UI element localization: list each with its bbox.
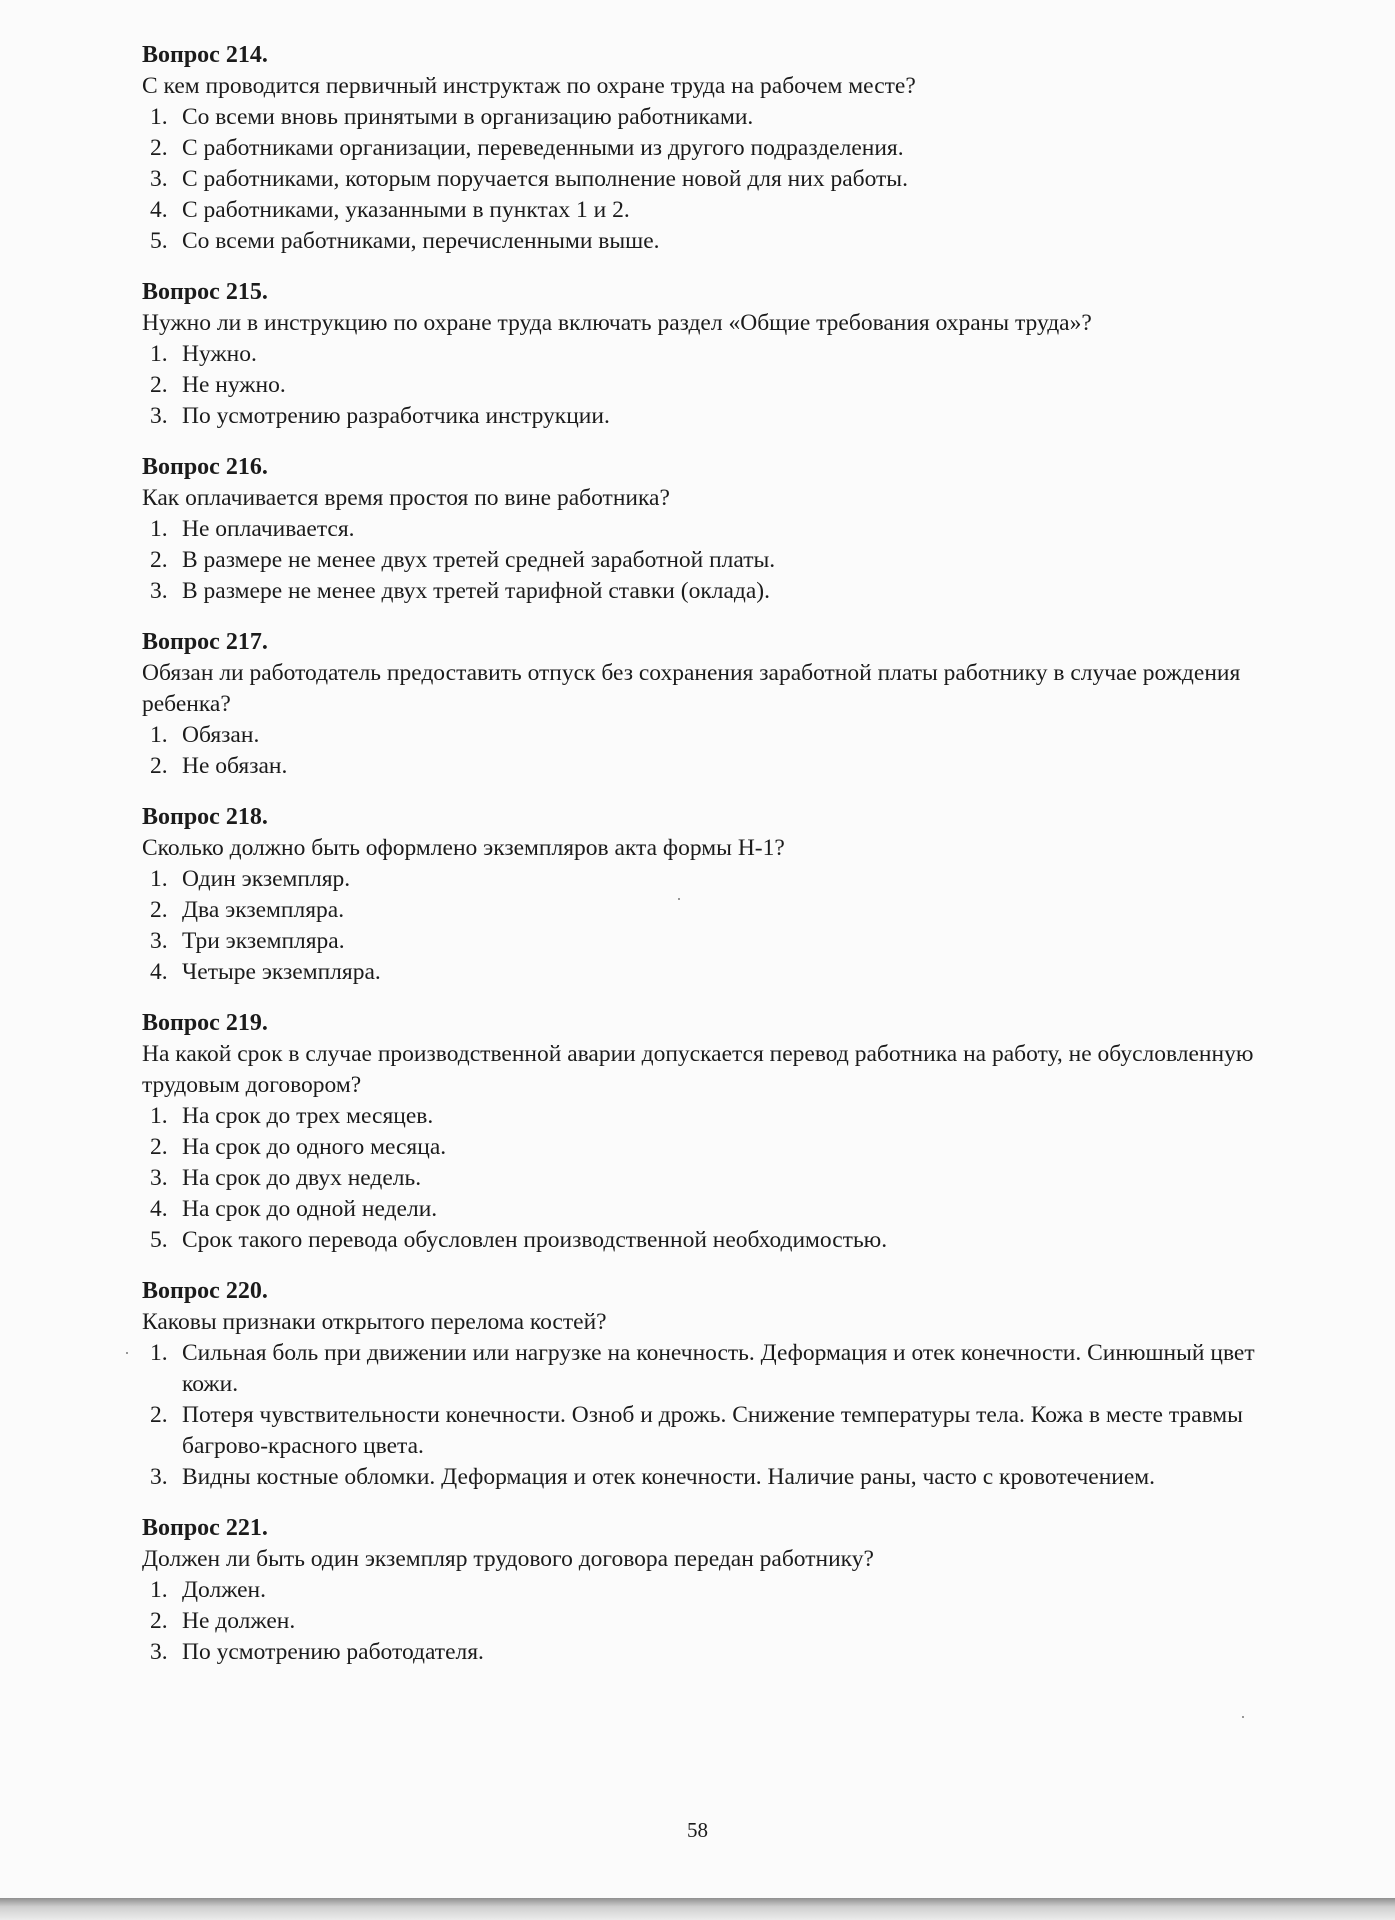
question-text: Каковы признаки открытого перелома костей? (142, 1309, 607, 1335)
question-title: Вопрос 220. (142, 1278, 268, 1304)
answer-item (142, 576, 1262, 607)
question-title: Вопрос 219. (142, 1010, 268, 1036)
answer-text: Один экземпляр. (182, 866, 351, 892)
answer-number: 2. (150, 135, 168, 161)
question-title: Вопрос 216. (142, 454, 268, 480)
answer-text: На срок до трех месяцев. (182, 1103, 434, 1129)
answer-text: Не нужно. (182, 372, 286, 398)
answer-text: Нужно. (182, 341, 257, 367)
answer-number: 5. (150, 1227, 168, 1253)
answer-text: Сильная боль при движении или нагрузке на конечность. Деформация и отек конечности. Синюшный цвет кожи. (182, 1340, 1255, 1397)
answer-item (142, 1338, 1262, 1400)
question-block (142, 1276, 1262, 1493)
question-list (142, 40, 1262, 1688)
answer-item (142, 102, 1262, 133)
answer-item (142, 1462, 1262, 1493)
answer-text: Не оплачивается. (182, 516, 355, 542)
answer-item (142, 720, 1262, 751)
answer-number: 2. (150, 1608, 168, 1634)
answer-number: 4. (150, 197, 168, 223)
answer-text: Два экземпляра. (182, 897, 345, 923)
answer-text: С работниками, указанными в пунктах 1 и 2. (182, 197, 630, 223)
question-block (142, 452, 1262, 607)
question-title: Вопрос 218. (142, 804, 268, 830)
question-block (142, 1008, 1262, 1256)
answer-number: 3. (150, 1639, 168, 1665)
answer-text: На срок до одного месяца. (182, 1134, 447, 1160)
answer-number: 4. (150, 959, 168, 985)
question-text: Обязан ли работодатель предоставить отпуск без сохранения заработной платы работнику в случае рождения ребенка? (142, 660, 1241, 717)
answer-text: Не должен. (182, 1608, 296, 1634)
answer-list (142, 102, 1262, 257)
answer-number: 3. (150, 403, 168, 429)
answer-text: Срок такого перевода обусловлен производственной необходимостью. (182, 1227, 888, 1253)
question-block (142, 627, 1262, 782)
scan-speck (678, 898, 680, 900)
question-title: Вопрос 215. (142, 279, 268, 305)
answer-text: На срок до одной недели. (182, 1196, 438, 1222)
answer-number: 2. (150, 1402, 168, 1428)
answer-text: Обязан. (182, 722, 260, 748)
answer-number: 2. (150, 372, 168, 398)
question-title: Вопрос 217. (142, 629, 268, 655)
answer-text: Со всеми вновь принятыми в организацию работниками. (182, 104, 754, 130)
answer-list (142, 720, 1262, 782)
question-title: Вопрос 221. (142, 1515, 268, 1541)
answer-text: В размере не менее двух третей средней заработной платы. (182, 547, 776, 573)
answer-list (142, 1575, 1262, 1668)
answer-number: 1. (150, 1577, 168, 1603)
scan-speck (126, 1352, 128, 1354)
answer-item (142, 1637, 1262, 1668)
answer-number: 3. (150, 166, 168, 192)
answer-list (142, 339, 1262, 432)
answer-number: 2. (150, 547, 168, 573)
answer-item (142, 1163, 1262, 1194)
answer-number: 1. (150, 1103, 168, 1129)
answer-number: 4. (150, 1196, 168, 1222)
answer-item (142, 226, 1262, 257)
answer-number: 1. (150, 722, 168, 748)
answer-item (142, 1101, 1262, 1132)
question-text: С кем проводится первичный инструктаж по охране труда на рабочем месте? (142, 73, 916, 99)
answer-item (142, 895, 1262, 926)
answer-text: По усмотрению работодателя. (182, 1639, 484, 1665)
answer-item (142, 545, 1262, 576)
answer-item (142, 370, 1262, 401)
answer-item (142, 957, 1262, 988)
answer-item (142, 1132, 1262, 1163)
answer-number: 3. (150, 1464, 168, 1490)
answer-item (142, 514, 1262, 545)
question-block (142, 1513, 1262, 1668)
scan-bottom-edge (0, 1898, 1395, 1920)
answer-item (142, 164, 1262, 195)
answer-number: 1. (150, 341, 168, 367)
answer-text: Со всеми работниками, перечисленными выше. (182, 228, 660, 254)
answer-list (142, 864, 1262, 988)
answer-item (142, 1575, 1262, 1606)
answer-text: С работниками, которым поручается выполнение новой для них работы. (182, 166, 908, 192)
answer-item (142, 1400, 1262, 1462)
answer-number: 5. (150, 228, 168, 254)
answer-list (142, 514, 1262, 607)
question-block (142, 802, 1262, 988)
answer-item (142, 1606, 1262, 1637)
answer-text: С работниками организации, переведенными из другого подразделения. (182, 135, 904, 161)
answer-text: Не обязан. (182, 753, 288, 779)
answer-item (142, 864, 1262, 895)
answer-item (142, 1194, 1262, 1225)
answer-text: Видны костные обломки. Деформация и отек конечности. Наличие раны, часто с кровотечением. (182, 1464, 1156, 1490)
question-block (142, 277, 1262, 432)
answer-item (142, 339, 1262, 370)
answer-number: 3. (150, 928, 168, 954)
answer-text: Три экземпляра. (182, 928, 345, 954)
question-block (142, 40, 1262, 257)
answer-item (142, 195, 1262, 226)
answer-text: На срок до двух недель. (182, 1165, 422, 1191)
answer-text: Должен. (182, 1577, 267, 1603)
answer-item (142, 1225, 1262, 1256)
answer-number: 1. (150, 1340, 168, 1366)
answer-item (142, 751, 1262, 782)
answer-text: Потеря чувствительности конечности. Озноб и дрожь. Снижение температуры тела. Кожа в месте травмы багрово-красного цвета. (182, 1402, 1243, 1459)
answer-number: 2. (150, 753, 168, 779)
answer-number: 3. (150, 578, 168, 604)
answer-number: 2. (150, 897, 168, 923)
question-text: Нужно ли в инструкцию по охране труда включать раздел «Общие требования охраны труда»? (142, 310, 1092, 336)
answer-number: 1. (150, 104, 168, 130)
answer-number: 1. (150, 516, 168, 542)
answer-item (142, 926, 1262, 957)
answer-text: В размере не менее двух третей тарифной ставки (оклада). (182, 578, 770, 604)
answer-number: 3. (150, 1165, 168, 1191)
answer-number: 2. (150, 1134, 168, 1160)
answer-number: 1. (150, 866, 168, 892)
answer-item (142, 401, 1262, 432)
page-number: 58 (687, 1818, 708, 1842)
answer-item (142, 133, 1262, 164)
question-text: Как оплачивается время простоя по вине работника? (142, 485, 670, 511)
answer-list (142, 1101, 1262, 1256)
question-text: На какой срок в случае производственной аварии допускается перевод работника на работу, не обусловленную трудовым договором? (142, 1041, 1254, 1098)
question-text: Должен ли быть один экземпляр трудового договора передан работнику? (142, 1546, 874, 1572)
answer-text: По усмотрению разработчика инструкции. (182, 403, 610, 429)
scan-speck (1242, 1716, 1244, 1718)
question-text: Сколько должно быть оформлено экземпляров акта формы Н-1? (142, 835, 785, 861)
question-title: Вопрос 214. (142, 42, 268, 68)
answer-list (142, 1338, 1262, 1493)
answer-text: Четыре экземпляра. (182, 959, 381, 985)
